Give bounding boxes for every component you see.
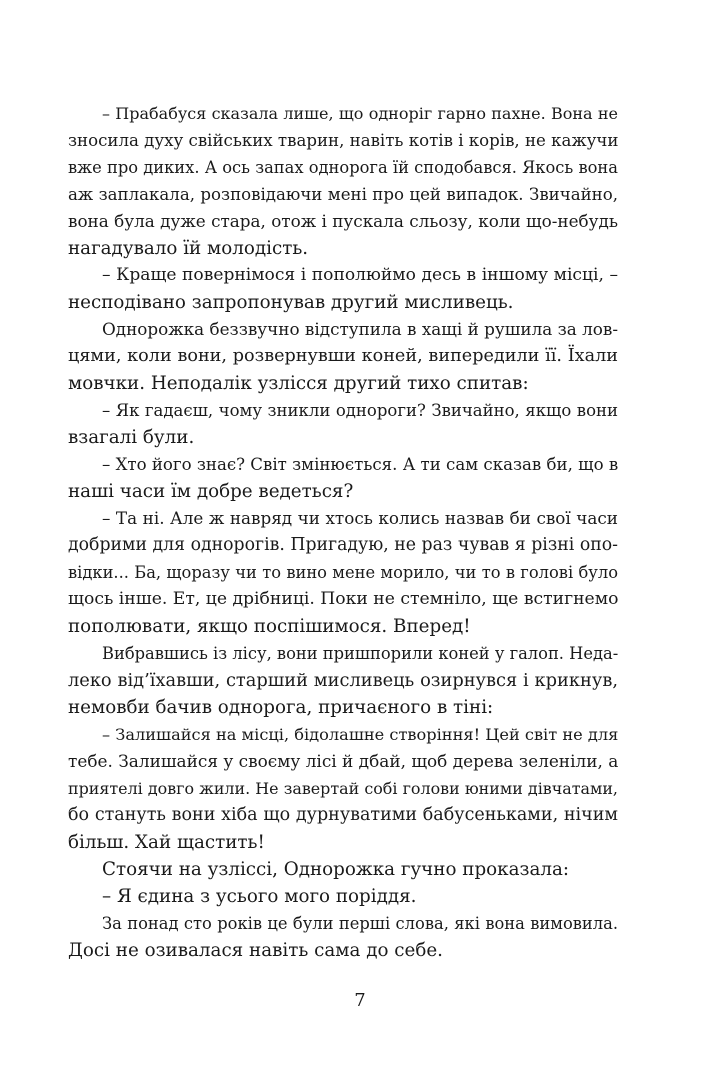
text-line: вона була дуже стара, отож і пускала сльозу, коли що-небудь xyxy=(68,211,618,231)
text-line: – Краще повернімося і пополюймо десь в іншому місці, – xyxy=(102,265,618,285)
text-line: вже про диких. А ось запах однорога їй сподобався. Якось вона xyxy=(68,158,618,177)
text-line: мовчки. Неподалік узлісся другий тихо спитав: xyxy=(68,373,529,394)
text-line: зносила духу свійських тварин, навіть котів і корів, не кажучи xyxy=(68,131,619,150)
text-line: Однорожка беззвучно відступила в хащі й рушила за лов- xyxy=(102,319,618,339)
text-line: відки... Ба, щоразу чи то вино мене морило, чи то в голові було xyxy=(68,563,618,582)
text-line: наші часи їм добре ведеться? xyxy=(68,481,354,502)
text-line: приятелі довго жили. Не завертай собі голови юними дівчатами, xyxy=(68,779,618,798)
text-line: пополювати, якщо поспішимося. Вперед! xyxy=(68,616,471,637)
text-line: бо стануть вони хіба що дурнуватими бабусеньками, нічим xyxy=(68,805,618,825)
page-number: 7 xyxy=(354,990,366,1011)
text-line: добрими для однорогів. Пригадую, не раз чував я різні опо- xyxy=(68,535,618,555)
text-line: – Прабабуся сказала лише, що одноріг гарно пахне. Вона не xyxy=(102,104,618,123)
text-line: леко від’їхавши, старший мисливець озирнувся і крикнув, xyxy=(68,670,618,691)
text-line: щось інше. Ет, це дрібниці. Поки не стемніло, ще встигнемо xyxy=(68,589,619,609)
text-line: – Хто його знає? Світ змінюється. А ти сам сказав би, що в xyxy=(102,455,619,474)
text-line: більш. Хай щастить! xyxy=(68,832,265,853)
text-line: нагадувало їй молодість. xyxy=(68,238,309,259)
text-line: – Я єдина з усього мого поріддя. xyxy=(102,886,417,907)
text-line: взагалі були. xyxy=(68,427,195,448)
text-line: цями, коли вони, розвернувши коней, випередили її. Їхали xyxy=(68,346,618,366)
text-line: Стоячи на узліссі, Однорожка гучно проказала: xyxy=(102,859,570,880)
text-line: Вибравшись із лісу, вони пришпорили коней у галоп. Неда- xyxy=(102,644,619,663)
text-line: – Залишайся на місці, бідолашне створіння! Цей світ не для xyxy=(102,725,619,744)
text-line: немовби бачив однорога, причаєного в тіні: xyxy=(68,697,494,718)
text-line: – Як гадаєш, чому зникли однороги? Звичайно, якщо вони xyxy=(102,401,618,420)
text-line: несподівано запропонував другий мисливець. xyxy=(68,292,514,313)
text-line: Досі не озивалася навіть сама до себе. xyxy=(68,940,443,961)
text-line: За понад сто років це були перші слова, які вона вимовила. xyxy=(102,914,618,933)
page-text xyxy=(68,100,618,964)
text-line: аж заплакала, розповідаючи мені про цей випадок. Звичайно, xyxy=(68,185,618,204)
text-line: – Та ні. Але ж навряд чи хтось колись назвав би свої часи xyxy=(102,508,618,528)
text-line: тебе. Залишайся у своєму лісі й дбай, щоб дерева зеленіли, а xyxy=(68,751,619,771)
